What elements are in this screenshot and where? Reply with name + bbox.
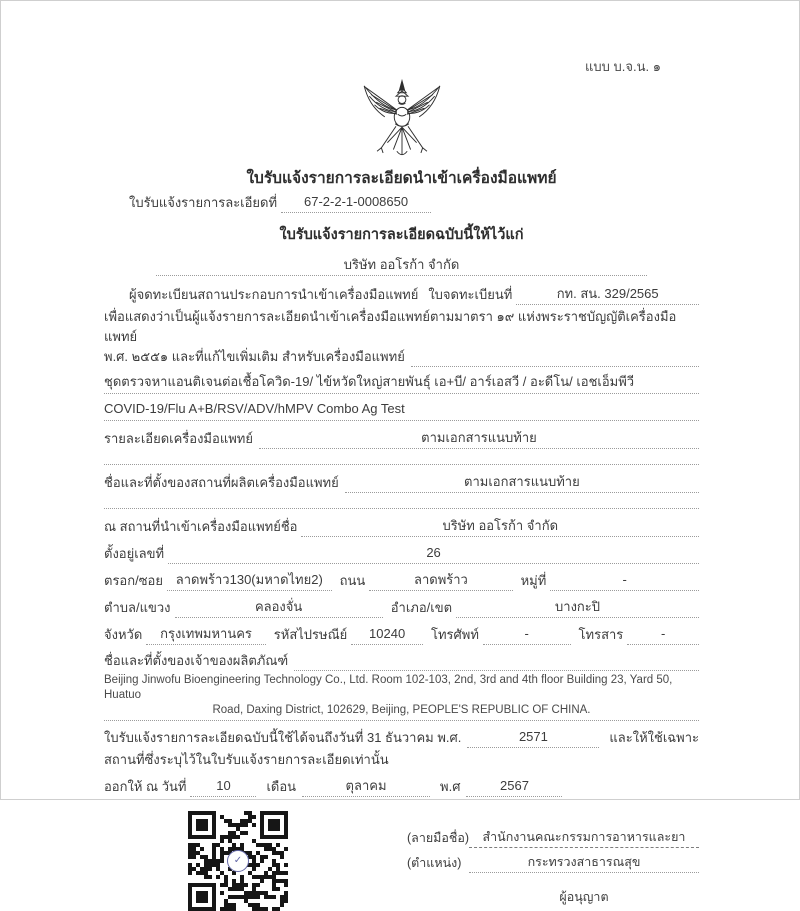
validity-prefix: ใบรับแจ้งรายการละเอียดฉบับนี้ใช้ได้จนถึงวันที่ 31 ธันวาคม พ.ศ. [104, 730, 462, 745]
signature-value: สำนักงานคณะกรรมการอาหารและยา [469, 827, 699, 848]
position-row [407, 852, 699, 873]
details-extra-line [104, 449, 699, 465]
soi-road-row [104, 570, 699, 591]
issued-to-company: บริษัท ออโรก้า จำกัด [156, 255, 647, 276]
authorizer-title: ผู้อนุญาต [559, 890, 609, 904]
subdistrict-value: คลองจั่น [175, 597, 383, 618]
fax-value: - [627, 624, 699, 645]
signature-block [407, 823, 699, 911]
registration-label: ผู้จดทะเบียนสถานประกอบการนำเข้าเครื่องมือแพทย์ [129, 287, 419, 302]
soi-value: ลาดพร้าว130(มหาดไทย2) [167, 570, 332, 591]
doc-number-label: ใบรับแจ้งรายการละเอียดที่ [129, 195, 278, 210]
issue-year: 2567 [466, 776, 562, 797]
garuda-emblem [104, 79, 699, 165]
import-name-row [104, 516, 699, 537]
owner-label: ชื่อและที่ตั้งของเจ้าของผลิตภัณฑ์ [104, 653, 289, 668]
address-no-row [104, 543, 699, 564]
registration-row [104, 284, 699, 305]
owner-address-line2: Road, Daxing District, 102629, Beijing, PEOPLE'S REPUBLIC OF CHINA. [212, 704, 591, 716]
issue-month-label: เดือน [266, 779, 297, 794]
garuda-emblem-icon [350, 79, 454, 165]
validity-year: 2571 [467, 727, 599, 748]
details-value: ตามเอกสารแนบท้าย [259, 428, 699, 449]
registration-no-label: ใบจดทะเบียนที่ [428, 287, 513, 302]
device-lead-line [411, 366, 699, 367]
device-name-th: ชุดตรวจหาแอนติเจนต่อเชื้อโควิด-19/ ไข้หวัดใหญ่สายพันธุ์ เอ+บี/ อาร์เอสวี / อะดีโน/ เอชเอ็มพีวี [104, 372, 699, 394]
qr-center-logo-icon: ✓ [227, 850, 249, 872]
manufacturer-label: ชื่อและที่ตั้งของสถานที่ผลิตเครื่องมือแพทย์ [104, 475, 339, 490]
issued-to-heading: ใบรับแจ้งรายการละเอียดฉบับนี้ให้ไว้แก่ [279, 227, 524, 243]
zip-value: 10240 [351, 624, 423, 645]
form-code: แบบ บ.จ.น. ๑ [585, 59, 661, 74]
manufacturer-row [104, 472, 699, 493]
owner-label-row [104, 651, 699, 671]
manufacturer-value: ตามเอกสารแนบท้าย [345, 472, 699, 493]
issue-date-row [104, 776, 699, 797]
import-name-value: บริษัท ออโรก้า จำกัด [301, 516, 699, 537]
details-row [104, 428, 699, 449]
position-value: กระทรวงสาธารณสุข [469, 852, 699, 873]
road-value: ลาดพร้าว [369, 570, 512, 591]
soi-label: ตรอก/ซอย [104, 573, 163, 588]
registration-no-value: กท. สน. 329/2565 [516, 284, 699, 305]
details-label: รายละเอียดเครื่องมือแพทย์ [104, 431, 253, 446]
province-value: กรุงเทพมหานคร [146, 624, 265, 645]
document-title: ใบรับแจ้งรายการละเอียดนำเข้าเครื่องมือแพทย์ [246, 170, 557, 187]
zip-label: รหัสไปรษณีย์ [273, 627, 348, 642]
issue-era-label: พ.ศ [440, 779, 461, 794]
owner-underline [104, 718, 699, 721]
qr-code [188, 811, 288, 911]
province-row [104, 624, 699, 645]
moo-value: - [550, 570, 699, 591]
address-no-value: 26 [168, 543, 699, 564]
import-name-label: ณ สถานที่นำเข้าเครื่องมือแพทย์ชื่อ [104, 519, 298, 534]
doc-number-value: 67-2-2-1-0008650 [281, 192, 431, 213]
subdistrict-district-row [104, 597, 699, 618]
issue-prefix: ออกให้ ณ วันที่ [104, 779, 187, 794]
district-value: บางกะปิ [456, 597, 699, 618]
manufacturer-extra-line [104, 493, 699, 509]
district-label: อำเภอ/เขต [390, 600, 453, 615]
signature-row [407, 827, 699, 848]
owner-lead-line [294, 670, 699, 671]
signature-label: (ลายมือชื่อ) [407, 831, 470, 845]
registration-line3-row [104, 347, 699, 367]
doc-number-row [104, 192, 699, 213]
fax-label: โทรสาร [578, 627, 624, 642]
moo-label: หมู่ที่ [520, 573, 547, 588]
validity-row [104, 727, 699, 748]
owner-address-line1: Beijing Jinwofu Bioengineering Technology Co., Ltd. Room 102-103, 2nd, 3rd and 4th floor Building 23, Yard 50, Huatuo [104, 674, 673, 701]
position-label: (ตำแหน่ง) [407, 856, 462, 870]
phone-value: - [483, 624, 571, 645]
road-label: ถนน [339, 573, 366, 588]
subdistrict-label: ตำบล/แขวง [104, 600, 171, 615]
registration-line3: พ.ศ. ๒๕๕๑ และที่แก้ไขเพิ่มเติม สำหรับเครื่องมือแพทย์ [104, 349, 405, 364]
province-label: จังหวัด [104, 627, 143, 642]
registration-line2: เพื่อแสดงว่าเป็นผู้แจ้งรายการละเอียดนำเข้าเครื่องมือแพทย์ตามมาตรา ๑๙ แห่งพระราชบัญญัติเครื่องมือแพทย์ [104, 309, 677, 344]
address-no-label: ตั้งอยู่เลขที่ [104, 546, 165, 561]
issue-month: ตุลาคม [302, 776, 430, 797]
footer [104, 811, 699, 911]
issue-day: 10 [190, 776, 256, 797]
validity-suffix: และให้ใช้เฉพาะ [609, 730, 699, 745]
phone-label: โทรศัพท์ [430, 627, 479, 642]
device-name-en: COVID-19/Flu A+B/RSV/ADV/hMPV Combo Ag Test [104, 399, 699, 421]
validity-line2: สถานที่ซึ่งระบุไว้ในใบรับแจ้งรายการละเอียดเท่านั้น [104, 752, 389, 767]
